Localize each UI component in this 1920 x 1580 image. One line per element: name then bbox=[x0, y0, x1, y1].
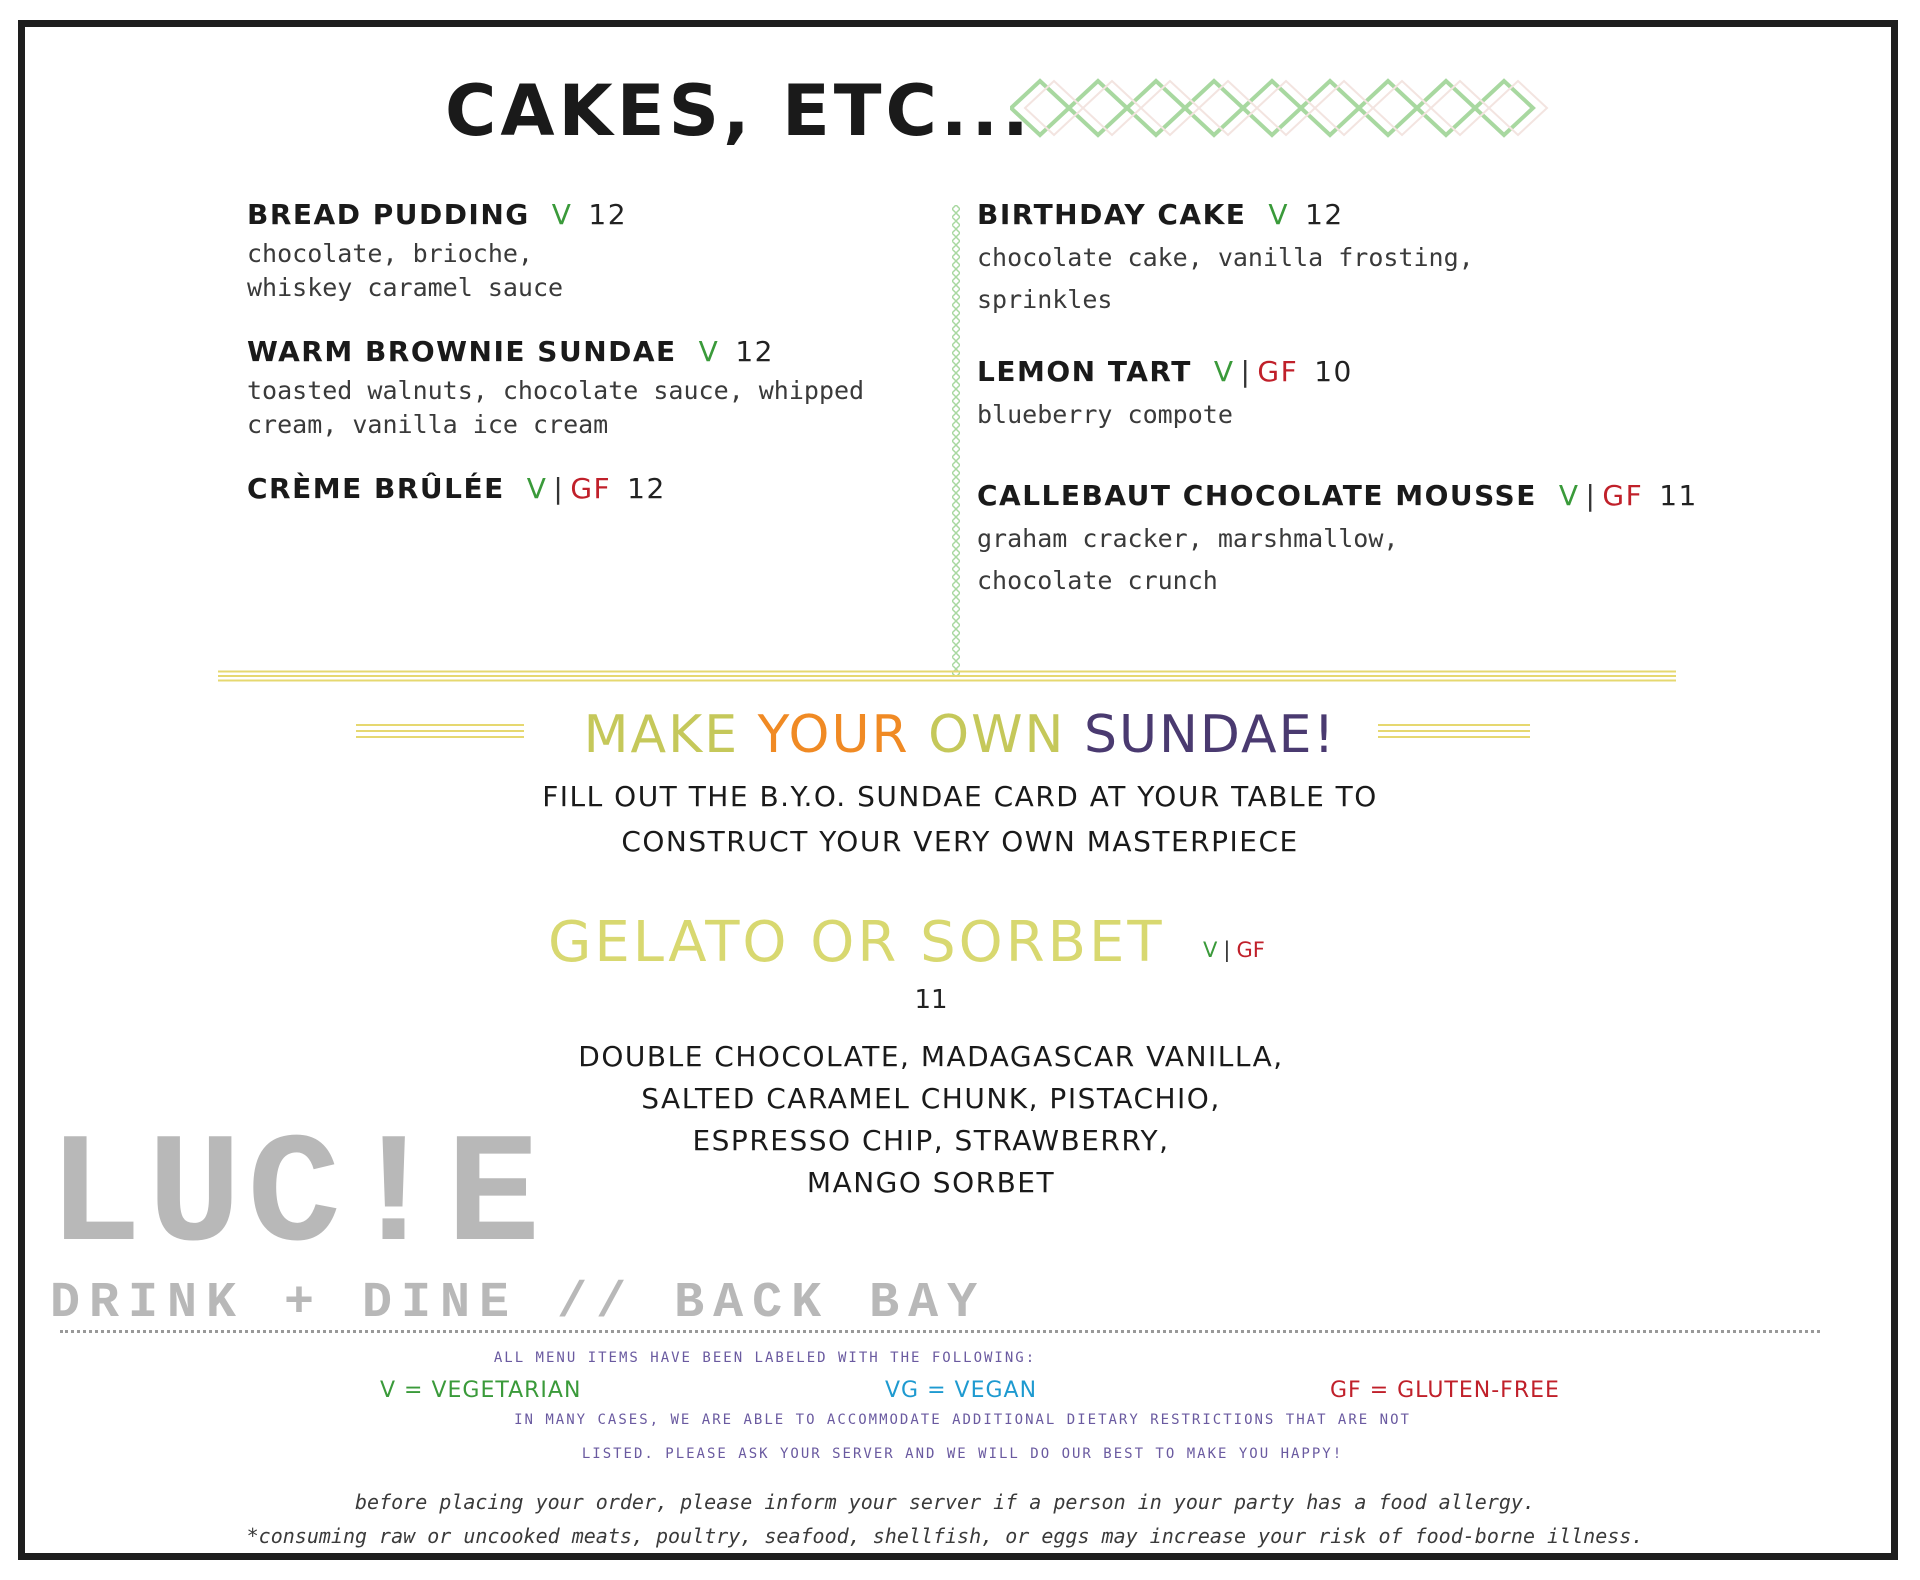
legend-intro: ALL MENU ITEMS HAVE BEEN LABELED WITH THE FOLLOWING: bbox=[493, 1350, 1037, 1366]
legend-vegetarian: V = VEGETARIAN bbox=[380, 1378, 582, 1403]
item-name: WARM BROWNIE SUNDAE bbox=[247, 335, 677, 368]
dietary-note-line: IN MANY CASES, WE ARE ABLE TO ACCOMMODATE ADDITIONAL DIETARY RESTRICTIONS THAT ARE NOT bbox=[514, 1412, 1411, 1428]
diamond-shape bbox=[1417, 81, 1475, 135]
description-line: graham cracker, marshmallow, bbox=[977, 524, 1399, 553]
item-name: LEMON TART bbox=[977, 355, 1192, 388]
item-name: CRÈME BRÛLÉE bbox=[247, 472, 505, 505]
item-description bbox=[977, 394, 1353, 436]
sundae-instructions-line: FILL OUT THE B.Y.O. SUNDAE CARD AT YOUR TABLE TO bbox=[542, 780, 1378, 813]
tag-separator: | bbox=[1223, 938, 1231, 962]
flavor-line: MANGO SORBET bbox=[806, 1166, 1056, 1199]
menu-item-birthday-cake bbox=[977, 198, 1474, 321]
description-line: chocolate cake, vanilla frosting, bbox=[977, 243, 1474, 272]
diamond-border-decoration bbox=[1010, 75, 1580, 145]
diamond-shape bbox=[1011, 81, 1069, 135]
item-description bbox=[247, 374, 864, 442]
sundae-heading-word: YOUR bbox=[757, 705, 910, 765]
description-line: chocolate, brioche, bbox=[247, 239, 533, 268]
sundae-instructions-line: CONSTRUCT YOUR VERY OWN MASTERPIECE bbox=[621, 825, 1299, 858]
description-line: chocolate crunch bbox=[977, 566, 1218, 595]
item-price: 12 bbox=[627, 472, 666, 505]
vegetarian-tag: V bbox=[1203, 938, 1218, 962]
flavor-line: DOUBLE CHOCOLATE, MADAGASCAR VANILLA, bbox=[578, 1040, 1284, 1073]
diamond-shape bbox=[1243, 81, 1301, 135]
diamond-shape bbox=[1069, 81, 1127, 135]
restaurant-tagline: DRINK + DINE // BACK BAY bbox=[50, 1275, 987, 1332]
item-name: CALLEBAUT CHOCOLATE MOUSSE bbox=[977, 479, 1537, 512]
vegetarian-tag: V bbox=[1213, 355, 1235, 388]
item-price: 12 bbox=[1305, 198, 1344, 231]
diamond-shape bbox=[1475, 81, 1533, 135]
gelato-heading: GELATO OR SORBET bbox=[548, 910, 1165, 975]
menu-item-lemon-tart bbox=[977, 355, 1353, 436]
vegetarian-tag: V bbox=[551, 198, 573, 231]
tag-separator: | bbox=[1240, 355, 1252, 388]
flavor-line: ESPRESSO CHIP, STRAWBERRY, bbox=[692, 1124, 1170, 1157]
menu-item-warm-brownie-sundae bbox=[247, 335, 864, 442]
restaurant-logo: LUC!E bbox=[48, 1109, 547, 1286]
item-price: 12 bbox=[588, 198, 628, 231]
description-line: cream, vanilla ice cream bbox=[247, 410, 609, 439]
description-line: sprinkles bbox=[977, 285, 1113, 314]
diamond-shape bbox=[1301, 81, 1359, 135]
gluten-free-tag: GF bbox=[1602, 479, 1644, 512]
diamond-shape bbox=[1127, 81, 1185, 135]
flavor-line: SALTED CARAMEL CHUNK, PISTACHIO, bbox=[641, 1082, 1221, 1115]
vegetarian-tag: V bbox=[698, 335, 720, 368]
vegetarian-tag: V bbox=[1558, 479, 1580, 512]
description-line: toasted walnuts, chocolate sauce, whipped bbox=[247, 376, 865, 405]
gluten-free-tag: GF bbox=[570, 472, 612, 505]
menu-item-callebaut-chocolate-mousse bbox=[977, 479, 1698, 602]
gelato-price: 11 bbox=[914, 985, 948, 1015]
zigzag-line bbox=[952, 205, 956, 675]
sundae-heading-word: OWN bbox=[928, 705, 1066, 765]
footer-divider bbox=[60, 1330, 1820, 1333]
vegetarian-tag: V bbox=[1268, 198, 1290, 231]
page-title: CAKES, ETC... bbox=[445, 70, 1033, 152]
description-line: whiskey caramel sauce bbox=[247, 273, 564, 302]
tag-separator: | bbox=[553, 472, 565, 505]
item-description bbox=[977, 518, 1698, 602]
legend-vegan: VG = VEGAN bbox=[885, 1378, 1038, 1403]
section-divider-rule bbox=[218, 670, 1676, 682]
allergy-notice: before placing your order, please inform your server if a person in your party has a food allergy. bbox=[354, 1490, 1536, 1514]
item-name: BREAD PUDDING bbox=[247, 198, 530, 231]
sundae-heading-word: SUNDAE! bbox=[1083, 705, 1337, 765]
gluten-free-tag: GF bbox=[1257, 355, 1299, 388]
vegetarian-tag: V bbox=[526, 472, 548, 505]
diamond-shape bbox=[1359, 81, 1417, 135]
item-name: BIRTHDAY CAKE bbox=[977, 198, 1247, 231]
item-price: 11 bbox=[1659, 479, 1698, 512]
zigzag-line bbox=[956, 205, 960, 675]
gelato-diet-tags bbox=[1203, 938, 1265, 962]
legend-gluten-free: GF = GLUTEN-FREE bbox=[1330, 1378, 1560, 1403]
item-description bbox=[977, 237, 1474, 321]
sundae-heading bbox=[0, 705, 1920, 765]
menu-item-bread-pudding bbox=[247, 198, 627, 305]
gluten-free-tag: GF bbox=[1236, 938, 1265, 962]
dietary-note-line: LISTED. PLEASE ASK YOUR SERVER AND WE WILL DO OUR BEST TO MAKE YOU HAPPY! bbox=[581, 1446, 1344, 1462]
sundae-heading-word: MAKE bbox=[583, 705, 740, 765]
item-description bbox=[247, 237, 627, 305]
menu-item-creme-brulee bbox=[247, 472, 666, 505]
item-price: 12 bbox=[735, 335, 774, 368]
diamond-shape bbox=[1185, 81, 1243, 135]
item-price: 10 bbox=[1314, 355, 1353, 388]
description-line: blueberry compote bbox=[977, 400, 1233, 429]
food-safety-notice: *consuming raw or uncooked meats, poultry, seafood, shellfish, or eggs may increase your risk of food-borne illness. bbox=[246, 1524, 1644, 1548]
tag-separator: | bbox=[1585, 479, 1597, 512]
column-divider bbox=[952, 205, 960, 675]
